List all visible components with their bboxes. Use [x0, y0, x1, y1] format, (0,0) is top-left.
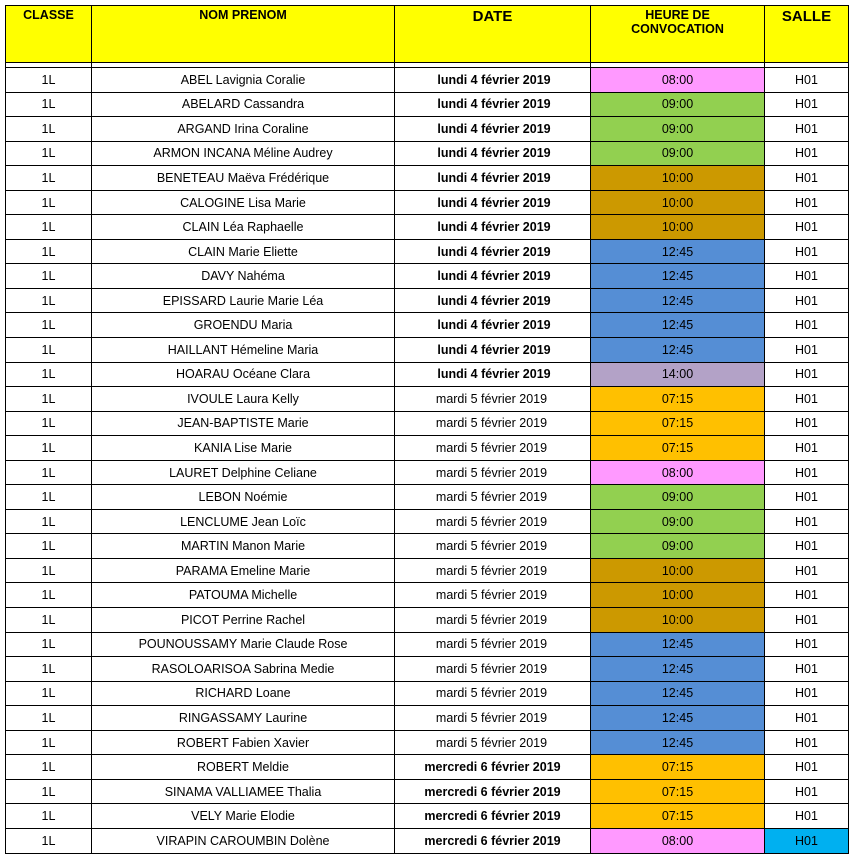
cell-nom-prenom[interactable]: LAURET Delphine Celiane	[92, 460, 395, 485]
cell-nom-prenom[interactable]: ROBERT Meldie	[92, 755, 395, 780]
cell-classe[interactable]: 1L	[6, 804, 92, 829]
table-row[interactable]	[6, 706, 849, 731]
cell-salle[interactable]: H01	[765, 436, 849, 461]
cell-salle[interactable]: H01	[765, 338, 849, 363]
cell-date[interactable]: lundi 4 février 2019	[395, 68, 591, 93]
cell-heure[interactable]: 07:15	[591, 804, 765, 829]
cell-salle[interactable]: H01	[765, 411, 849, 436]
cell-salle[interactable]: H01	[765, 509, 849, 534]
cell-classe[interactable]: 1L	[6, 338, 92, 363]
table-row[interactable]	[6, 68, 849, 93]
table-row[interactable]	[6, 485, 849, 510]
cell-classe[interactable]: 1L	[6, 730, 92, 755]
cell-date[interactable]: mardi 5 février 2019	[395, 657, 591, 682]
cell-classe[interactable]: 1L	[6, 706, 92, 731]
cell-date[interactable]: lundi 4 février 2019	[395, 92, 591, 117]
cell-classe[interactable]: 1L	[6, 558, 92, 583]
cell-heure[interactable]: 12:45	[591, 730, 765, 755]
cell-nom-prenom[interactable]: ARGAND Irina Coraline	[92, 117, 395, 142]
spreadsheet	[5, 5, 849, 854]
cell-classe[interactable]: 1L	[6, 362, 92, 387]
table-row[interactable]	[6, 608, 849, 633]
cell-classe[interactable]: 1L	[6, 436, 92, 461]
cell-date[interactable]: mardi 5 février 2019	[395, 387, 591, 412]
cell-nom-prenom[interactable]: PATOUMA Michelle	[92, 583, 395, 608]
cell-salle[interactable]: H01	[765, 166, 849, 191]
cell-classe[interactable]: 1L	[6, 534, 92, 559]
cell-salle[interactable]: H01	[765, 485, 849, 510]
table-row[interactable]	[6, 239, 849, 264]
cell-salle[interactable]: H01	[765, 92, 849, 117]
cell-heure[interactable]: 12:45	[591, 288, 765, 313]
cell-nom-prenom[interactable]: ROBERT Fabien Xavier	[92, 730, 395, 755]
cell-classe[interactable]: 1L	[6, 239, 92, 264]
cell-nom-prenom[interactable]: CALOGINE Lisa Marie	[92, 190, 395, 215]
header-nom-prenom: NOM PRENOM	[92, 6, 395, 63]
cell-date[interactable]: mercredi 6 février 2019	[395, 755, 591, 780]
cell-nom-prenom[interactable]: ABEL Lavignia Coralie	[92, 68, 395, 93]
cell-classe[interactable]: 1L	[6, 681, 92, 706]
cell-date[interactable]: lundi 4 février 2019	[395, 166, 591, 191]
cell-date[interactable]: mardi 5 février 2019	[395, 730, 591, 755]
cell-date[interactable]: lundi 4 février 2019	[395, 215, 591, 240]
cell-date[interactable]: mardi 5 février 2019	[395, 608, 591, 633]
table-row[interactable]	[6, 190, 849, 215]
header-heure-convocation	[591, 6, 765, 63]
cell-salle[interactable]: H01	[765, 288, 849, 313]
convocation-table	[5, 5, 849, 854]
table-row[interactable]	[6, 313, 849, 338]
cell-nom-prenom[interactable]: CLAIN Marie Eliette	[92, 239, 395, 264]
cell-salle[interactable]: H01	[765, 828, 849, 853]
cell-heure[interactable]: 07:15	[591, 755, 765, 780]
cell-date[interactable]: mardi 5 février 2019	[395, 681, 591, 706]
cell-salle[interactable]: H01	[765, 681, 849, 706]
cell-heure[interactable]: 10:00	[591, 190, 765, 215]
cell-nom-prenom[interactable]: ARMON INCANA Méline Audrey	[92, 141, 395, 166]
table-row[interactable]	[6, 509, 849, 534]
cell-classe[interactable]: 1L	[6, 632, 92, 657]
cell-heure[interactable]: 09:00	[591, 485, 765, 510]
table-row[interactable]	[6, 141, 849, 166]
cell-heure[interactable]: 10:00	[591, 608, 765, 633]
table-row[interactable]	[6, 730, 849, 755]
table-row[interactable]	[6, 166, 849, 191]
cell-salle[interactable]: H01	[765, 804, 849, 829]
cell-nom-prenom[interactable]: RICHARD Loane	[92, 681, 395, 706]
cell-heure[interactable]: 12:45	[591, 632, 765, 657]
table-row[interactable]	[6, 558, 849, 583]
cell-classe[interactable]: 1L	[6, 313, 92, 338]
table-row[interactable]	[6, 804, 849, 829]
header-heure-line2: CONVOCATION	[631, 22, 724, 36]
cell-heure[interactable]: 10:00	[591, 215, 765, 240]
cell-nom-prenom[interactable]: KANIA Lise Marie	[92, 436, 395, 461]
cell-salle[interactable]: H01	[765, 583, 849, 608]
cell-heure[interactable]: 09:00	[591, 509, 765, 534]
cell-date[interactable]: mardi 5 février 2019	[395, 436, 591, 461]
cell-date[interactable]: lundi 4 février 2019	[395, 362, 591, 387]
cell-heure[interactable]: 12:45	[591, 239, 765, 264]
cell-nom-prenom[interactable]: SINAMA VALLIAMEE Thalia	[92, 779, 395, 804]
cell-classe[interactable]: 1L	[6, 288, 92, 313]
table-row[interactable]	[6, 288, 849, 313]
cell-salle[interactable]: H01	[765, 362, 849, 387]
table-row[interactable]	[6, 436, 849, 461]
cell-date[interactable]: mardi 5 février 2019	[395, 485, 591, 510]
cell-classe[interactable]: 1L	[6, 460, 92, 485]
cell-salle[interactable]: H01	[765, 387, 849, 412]
cell-heure[interactable]: 10:00	[591, 558, 765, 583]
cell-date[interactable]: mardi 5 février 2019	[395, 632, 591, 657]
cell-classe[interactable]: 1L	[6, 387, 92, 412]
cell-classe[interactable]: 1L	[6, 485, 92, 510]
cell-salle[interactable]: H01	[765, 657, 849, 682]
cell-heure[interactable]: 07:15	[591, 436, 765, 461]
cell-nom-prenom[interactable]: HOARAU Océane Clara	[92, 362, 395, 387]
cell-classe[interactable]: 1L	[6, 141, 92, 166]
cell-nom-prenom[interactable]: IVOULE Laura Kelly	[92, 387, 395, 412]
table-row[interactable]	[6, 583, 849, 608]
cell-salle[interactable]: H01	[765, 460, 849, 485]
table-row[interactable]	[6, 92, 849, 117]
cell-heure[interactable]: 12:45	[591, 681, 765, 706]
cell-date[interactable]: lundi 4 février 2019	[395, 313, 591, 338]
cell-heure[interactable]: 07:15	[591, 779, 765, 804]
header-classe: CLASSE	[6, 6, 92, 63]
header-heure-line1: HEURE DE	[645, 8, 710, 22]
cell-classe[interactable]: 1L	[6, 190, 92, 215]
table-row[interactable]	[6, 681, 849, 706]
cell-nom-prenom[interactable]: JEAN-BAPTISTE Marie	[92, 411, 395, 436]
cell-heure[interactable]: 12:45	[591, 338, 765, 363]
cell-classe[interactable]: 1L	[6, 509, 92, 534]
cell-nom-prenom[interactable]: DAVY Nahéma	[92, 264, 395, 289]
cell-salle[interactable]: H01	[765, 68, 849, 93]
table-row[interactable]	[6, 338, 849, 363]
cell-classe[interactable]: 1L	[6, 68, 92, 93]
cell-classe[interactable]: 1L	[6, 583, 92, 608]
cell-salle[interactable]: H01	[765, 632, 849, 657]
cell-heure[interactable]: 12:45	[591, 313, 765, 338]
cell-nom-prenom[interactable]: RINGASSAMY Laurine	[92, 706, 395, 731]
cell-salle[interactable]: H01	[765, 190, 849, 215]
table-row[interactable]	[6, 387, 849, 412]
cell-date[interactable]: lundi 4 février 2019	[395, 338, 591, 363]
cell-date[interactable]: mercredi 6 février 2019	[395, 828, 591, 853]
cell-date[interactable]: mardi 5 février 2019	[395, 558, 591, 583]
cell-classe[interactable]: 1L	[6, 166, 92, 191]
table-row[interactable]	[6, 264, 849, 289]
cell-nom-prenom[interactable]: POUNOUSSAMY Marie Claude Rose	[92, 632, 395, 657]
cell-heure[interactable]: 09:00	[591, 117, 765, 142]
cell-classe[interactable]: 1L	[6, 215, 92, 240]
table-row[interactable]	[6, 755, 849, 780]
cell-salle[interactable]: H01	[765, 215, 849, 240]
cell-heure[interactable]: 07:15	[591, 387, 765, 412]
cell-nom-prenom[interactable]: EPISSARD Laurie Marie Léa	[92, 288, 395, 313]
cell-nom-prenom[interactable]: VIRAPIN CAROUMBIN Dolène	[92, 828, 395, 853]
cell-heure[interactable]: 10:00	[591, 583, 765, 608]
table-row[interactable]	[6, 215, 849, 240]
cell-date[interactable]: mardi 5 février 2019	[395, 534, 591, 559]
cell-salle[interactable]: H01	[765, 117, 849, 142]
table-row[interactable]	[6, 632, 849, 657]
cell-date[interactable]: mardi 5 février 2019	[395, 509, 591, 534]
cell-heure[interactable]: 12:45	[591, 657, 765, 682]
cell-nom-prenom[interactable]: LENCLUME Jean Loïc	[92, 509, 395, 534]
cell-nom-prenom[interactable]: BENETEAU Maëva Frédérique	[92, 166, 395, 191]
cell-heure[interactable]: 08:00	[591, 68, 765, 93]
table-row[interactable]	[6, 657, 849, 682]
table-row[interactable]	[6, 460, 849, 485]
cell-salle[interactable]: H01	[765, 608, 849, 633]
cell-date[interactable]: lundi 4 février 2019	[395, 117, 591, 142]
cell-date[interactable]: lundi 4 février 2019	[395, 190, 591, 215]
cell-classe[interactable]: 1L	[6, 755, 92, 780]
cell-nom-prenom[interactable]: PICOT Perrine Rachel	[92, 608, 395, 633]
cell-classe[interactable]: 1L	[6, 264, 92, 289]
cell-date[interactable]: mardi 5 février 2019	[395, 411, 591, 436]
cell-date[interactable]: mercredi 6 février 2019	[395, 779, 591, 804]
cell-date[interactable]: lundi 4 février 2019	[395, 264, 591, 289]
cell-salle[interactable]: H01	[765, 558, 849, 583]
cell-classe[interactable]: 1L	[6, 779, 92, 804]
cell-heure[interactable]: 12:45	[591, 264, 765, 289]
cell-nom-prenom[interactable]: GROENDU Maria	[92, 313, 395, 338]
cell-date[interactable]: mardi 5 février 2019	[395, 706, 591, 731]
cell-salle[interactable]: H01	[765, 264, 849, 289]
cell-heure[interactable]: 08:00	[591, 828, 765, 853]
cell-classe[interactable]: 1L	[6, 657, 92, 682]
table-row[interactable]	[6, 534, 849, 559]
cell-date[interactable]: mercredi 6 février 2019	[395, 804, 591, 829]
table-header	[6, 6, 849, 68]
table-row[interactable]	[6, 362, 849, 387]
cell-salle[interactable]: H01	[765, 779, 849, 804]
cell-heure[interactable]: 09:00	[591, 92, 765, 117]
header-salle: SALLE	[765, 6, 849, 63]
cell-nom-prenom[interactable]: MARTIN Manon Marie	[92, 534, 395, 559]
table-row[interactable]	[6, 411, 849, 436]
cell-nom-prenom[interactable]: RASOLOARISOA Sabrina Medie	[92, 657, 395, 682]
cell-nom-prenom[interactable]: HAILLANT Hémeline Maria	[92, 338, 395, 363]
cell-date[interactable]: mardi 5 février 2019	[395, 583, 591, 608]
cell-heure[interactable]: 08:00	[591, 460, 765, 485]
cell-nom-prenom[interactable]: ABELARD Cassandra	[92, 92, 395, 117]
table-row[interactable]	[6, 117, 849, 142]
cell-salle[interactable]: H01	[765, 755, 849, 780]
cell-salle[interactable]: H01	[765, 730, 849, 755]
cell-salle[interactable]: H01	[765, 141, 849, 166]
cell-classe[interactable]: 1L	[6, 117, 92, 142]
cell-heure[interactable]: 12:45	[591, 706, 765, 731]
cell-date[interactable]: lundi 4 février 2019	[395, 288, 591, 313]
cell-nom-prenom[interactable]: PARAMA Emeline Marie	[92, 558, 395, 583]
cell-date[interactable]: mardi 5 février 2019	[395, 460, 591, 485]
table-row[interactable]	[6, 779, 849, 804]
cell-heure[interactable]: 14:00	[591, 362, 765, 387]
cell-salle[interactable]: H01	[765, 239, 849, 264]
cell-nom-prenom[interactable]: VELY Marie Elodie	[92, 804, 395, 829]
cell-classe[interactable]: 1L	[6, 828, 92, 853]
header-date: DATE	[395, 6, 591, 63]
cell-salle[interactable]: H01	[765, 706, 849, 731]
cell-classe[interactable]: 1L	[6, 92, 92, 117]
table-row[interactable]	[6, 828, 849, 853]
table-body	[6, 68, 849, 854]
cell-nom-prenom[interactable]: CLAIN Léa Raphaelle	[92, 215, 395, 240]
cell-classe[interactable]: 1L	[6, 608, 92, 633]
cell-date[interactable]: lundi 4 février 2019	[395, 239, 591, 264]
cell-heure[interactable]: 07:15	[591, 411, 765, 436]
cell-heure[interactable]: 09:00	[591, 534, 765, 559]
cell-date[interactable]: lundi 4 février 2019	[395, 141, 591, 166]
cell-heure[interactable]: 09:00	[591, 141, 765, 166]
cell-salle[interactable]: H01	[765, 313, 849, 338]
cell-classe[interactable]: 1L	[6, 411, 92, 436]
cell-heure[interactable]: 10:00	[591, 166, 765, 191]
cell-nom-prenom[interactable]: LEBON Noémie	[92, 485, 395, 510]
cell-salle[interactable]: H01	[765, 534, 849, 559]
